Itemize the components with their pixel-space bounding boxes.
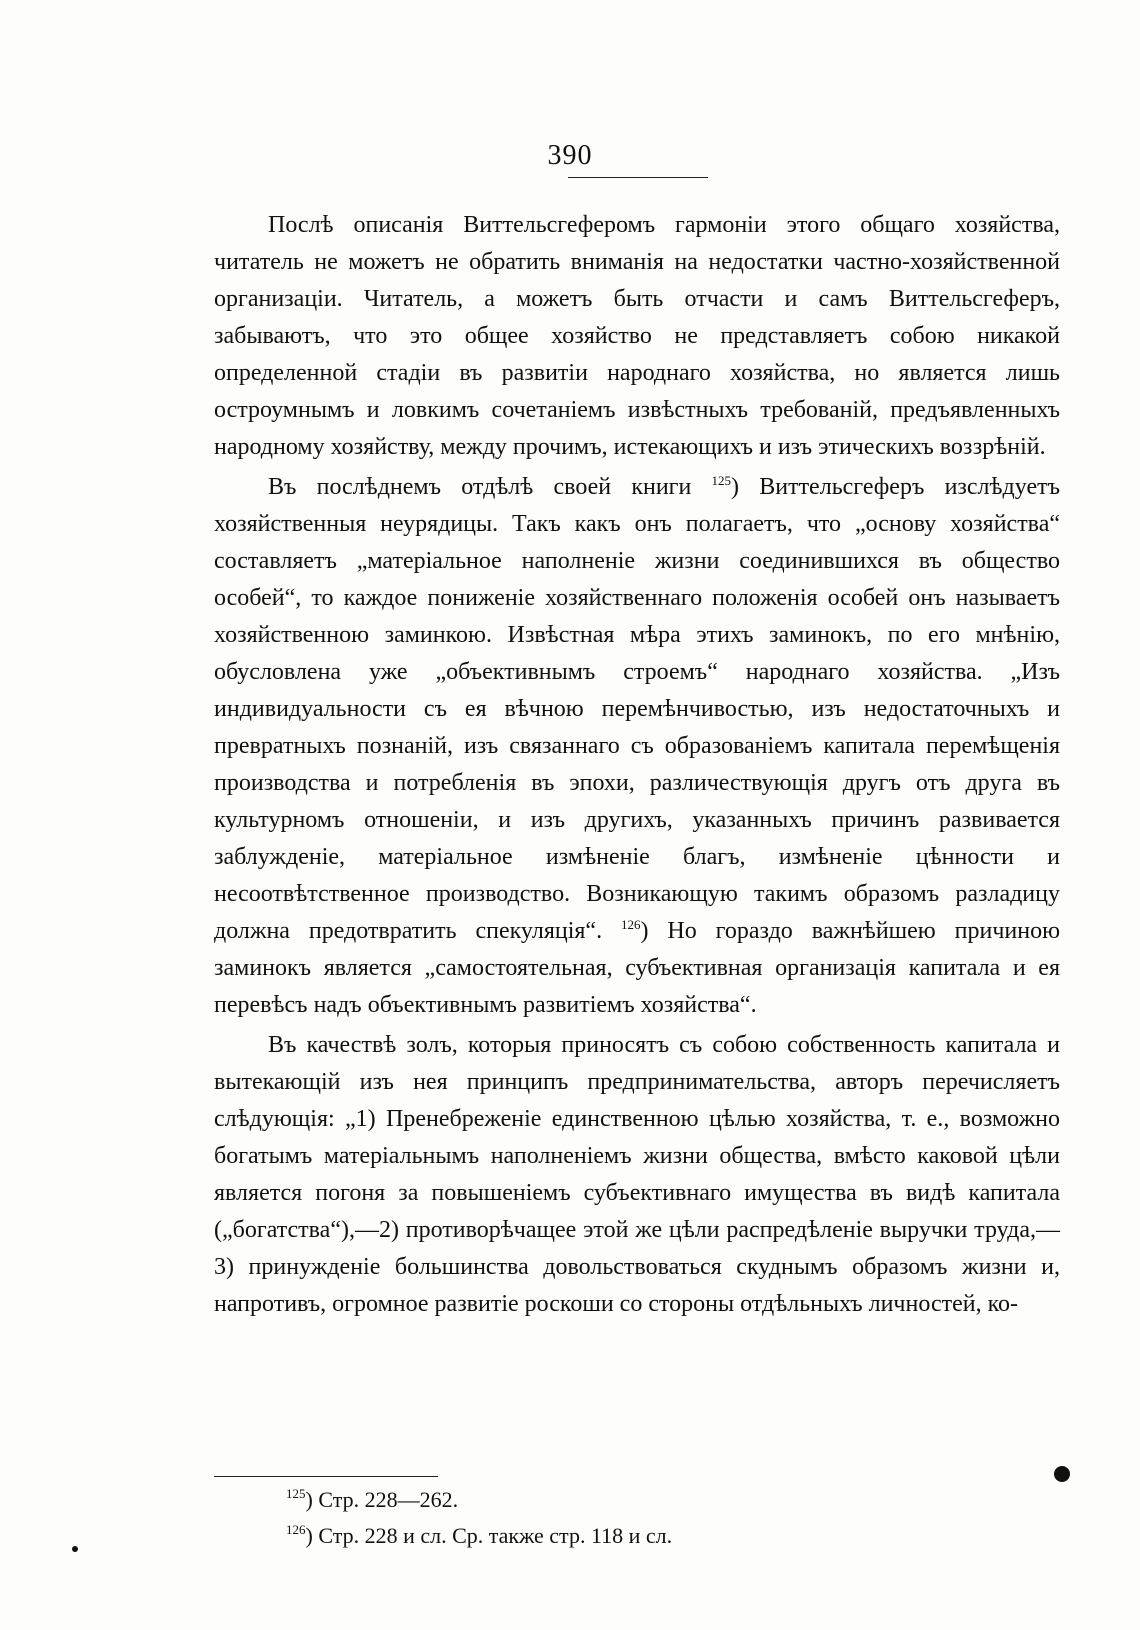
paragraph-2-part-1: Въ послѣднемъ отдѣлѣ своей книги	[268, 474, 712, 500]
footnote-text: ) Стр. 228—262.	[305, 1487, 459, 1512]
scan-speck	[1054, 1466, 1070, 1482]
footnotes	[286, 1482, 672, 1554]
footnote-ref-126[interactable]: 126	[621, 917, 641, 932]
body-text	[214, 207, 1060, 1323]
footnote-text: ) Стр. 228 и сл. Ср. также стр. 118 и сл.	[305, 1523, 673, 1548]
page-number: 390	[547, 140, 593, 171]
footnote-ref-125[interactable]: 125	[711, 473, 732, 488]
footnote-mark: 126	[286, 1522, 306, 1537]
paragraph-2-part-2: ) Виттельсгеферъ изслѣдуетъ хозяйственныя неурядицы. Такъ какъ онъ полагаетъ, что „основу хозяйства“ составляетъ „матеріальное наполненіе жизни соединившихся въ общество особей“, то каждое пониженіе хозяйственнаго положенія особей онъ называетъ хозяйственною заминкою. Извѣстная мѣра этихъ заминокъ, по его мнѣнію, обусловлена уже „объективнымъ строемъ“ народнаго хозяйства. „Изъ индивидуальности съ ея вѣчною перемѣнчивостью, изъ недостаточныхъ и превратныхъ познаній, изъ связаннаго съ образованіемъ капитала перемѣщенія производства и потребленія въ эпохи, различествующія другъ отъ друга въ культурномъ отношеніи, и изъ другихъ, указанныхъ причинъ развивается заблужденіе, матеріальное измѣненіе благъ, измѣненіе цѣнности и несоотвѣтственное производство. Возникающую такимъ образомъ разладицу должна предотвратить спекуляція“.	[214, 474, 1060, 944]
paragraph-1: Послѣ описанія Виттельсгеферомъ гармоніи этого общаго хозяйства, читатель не можетъ не обратить вниманія на недостатки частно-хозяйственной организаціи. Читатель, а можетъ быть отчасти и самъ Виттельсгеферъ, забываютъ, что это общее хозяйство не представляетъ собою никакой определенной стадіи въ развитіи народнаго хозяйства, но является лишь остроумнымъ и ловкимъ сочетаніемъ извѣстныхъ требованій, предъявленныхъ народному хозяйству, между прочимъ, истекающихъ и изъ этическихъ воззрѣній.	[214, 212, 1060, 460]
paragraph-3: Въ качествѣ золъ, которыя приносятъ съ собою собственность капитала и вытекающій изъ нея принципъ предпринимательства, авторъ перечисляетъ слѣдующія: „1) Пренебреженіе единственною цѣлью хозяйства, т. е., возможно богатымъ матеріальнымъ наполненіемъ жизни общества, вмѣсто каковой цѣли является погоня за повышеніемъ субъективнаго имущества въ видѣ капитала („богатства“),—2) противорѣчащее этой же цѣли распредѣленіе выручки труда,—3) принужденіе большинства довольствоваться скуднымъ образомъ жизни и, напротивъ, огромное развитіе роскоши со стороны отдѣльныхъ личностей, ко-	[214, 1032, 1060, 1317]
header-rule	[568, 177, 708, 178]
scan-speck	[72, 1546, 78, 1552]
paragraph-2	[214, 469, 1060, 1024]
footnote-126	[286, 1518, 672, 1554]
paragraph-2-part-3: ) Но гораздо важнѣйшею причиною заминокъ является „самостоятельная, субъективная организація капитала и ея перевѣсъ надъ объективнымъ развитіемъ хозяйства“.	[214, 918, 1061, 1018]
footnote-125	[286, 1482, 672, 1518]
footnote-rule	[214, 1476, 438, 1477]
footnote-mark: 125	[286, 1486, 306, 1501]
